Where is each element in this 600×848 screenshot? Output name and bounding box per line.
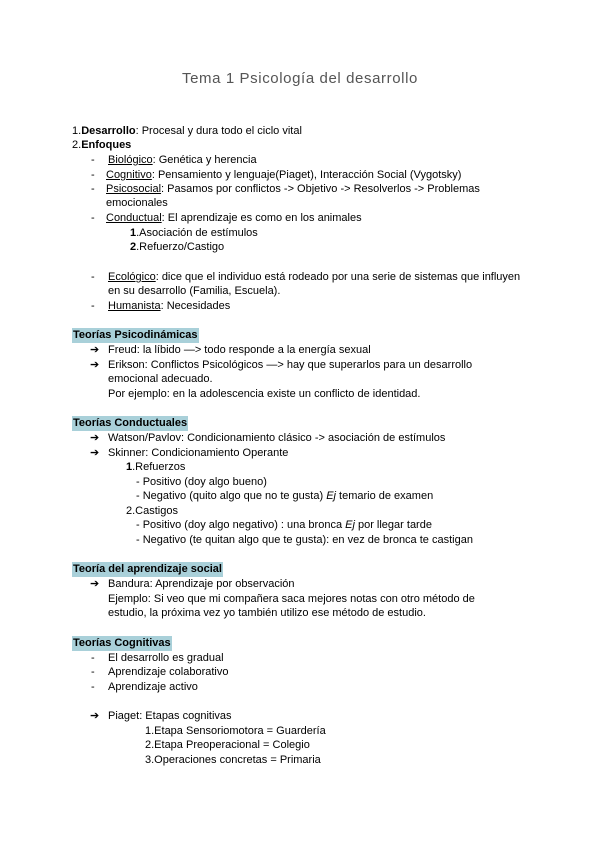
dash-bullet: - xyxy=(91,212,95,224)
page-title: Tema 1 Psicología del desarrollo xyxy=(182,70,418,87)
refuerzo-positivo: - Positivo (doy algo bueno) xyxy=(136,476,267,488)
castigo-positivo xyxy=(136,518,432,533)
etapa-2: 2.Etapa Preoperacional = Colegio xyxy=(145,739,310,751)
enfoque-psicosocial xyxy=(106,182,480,197)
refuerzos-label xyxy=(126,460,185,475)
sub-text: .Refuerzo/Castigo xyxy=(136,241,225,253)
number-1: 1. xyxy=(72,125,82,137)
enfoque-name: Conductual xyxy=(106,212,162,224)
desarrollo-text: : Procesal y dura todo el ciclo vital xyxy=(135,125,302,137)
enfoque-ecologico xyxy=(108,270,520,285)
cognitivas-item: El desarrollo es gradual xyxy=(108,652,224,664)
enfoque-text: : Pensamiento y lenguaje(Piaget), Interacción Social (Vygotsky) xyxy=(151,169,462,181)
heading-psicodinamicas: Teorías Psicodinámicas xyxy=(73,329,198,341)
refuerzo-negativo-tail: temario de examen xyxy=(339,490,434,502)
enfoque-biologico xyxy=(108,153,257,168)
conductual-sub-1 xyxy=(130,226,258,241)
dash-bullet: - xyxy=(91,300,95,312)
sub-text: .Asociación de estímulos xyxy=(136,227,258,239)
enfoque-text: : El aprendizaje es como en los animales xyxy=(161,212,362,224)
psicodinamicas-freud: Freud: la líbido —> todo responde a la energía sexual xyxy=(108,344,371,356)
enfoque-text: : Genética y herencia xyxy=(152,154,257,166)
enfoque-name: Psicosocial xyxy=(106,183,162,195)
castigo-positivo-text: - Positivo (doy algo negativo) : una bronca xyxy=(136,519,343,531)
arrow-bullet: ➔ xyxy=(90,710,100,722)
dash-bullet: - xyxy=(91,271,95,283)
enfoque-conductual xyxy=(106,211,362,226)
ejemplo-label: Ej xyxy=(345,519,355,531)
castigo-positivo-tail: por llegar tarde xyxy=(357,519,432,531)
sub-number: 1 xyxy=(130,227,137,239)
heading-conductuales: Teorías Conductuales xyxy=(73,417,188,429)
enfoque-name: Ecológico xyxy=(108,271,156,283)
psicodinamicas-cont-1: emocional adecuado. xyxy=(108,373,213,385)
conductuales-watson: Watson/Pavlov: Condicionamiento clásico -> asociación de estímulos xyxy=(108,432,446,444)
heading-cognitivas: Teorías Cognitivas xyxy=(73,637,171,649)
castigo-negativo: - Negativo (te quitan algo que te gusta): en vez de bronca te castigan xyxy=(136,534,473,546)
social-bandura: Bandura: Aprendizaje por observación xyxy=(108,578,295,590)
enfoque-name: Biológico xyxy=(108,154,153,166)
conductual-sub-2 xyxy=(130,240,224,255)
refuerzo-negativo-text: - Negativo (quito algo que no te gusta) xyxy=(136,490,324,502)
dash-bullet: - xyxy=(91,666,95,678)
desarrollo-label: Desarrollo xyxy=(81,125,136,137)
refuerzo-negativo xyxy=(136,489,433,504)
enfoques-label: Enfoques xyxy=(81,139,132,151)
arrow-bullet: ➔ xyxy=(90,432,100,444)
arrow-bullet: ➔ xyxy=(90,344,100,356)
castigos-label: 2.Castigos xyxy=(126,505,178,517)
arrow-bullet: ➔ xyxy=(90,578,100,590)
dash-bullet: - xyxy=(91,154,95,166)
sub-number: 2 xyxy=(130,241,137,253)
intro-line-1 xyxy=(72,124,302,139)
sub-number: 1 xyxy=(126,461,133,473)
number-2: 2. xyxy=(72,139,82,151)
enfoque-cognitivo xyxy=(106,168,461,183)
enfoque-ecologico-cont: en su desarrollo (Familia, Escuela). xyxy=(108,285,281,297)
ejemplo-label: Ej xyxy=(326,490,336,502)
social-cont-2: estudio, la próxima vez yo también utilizo ese método de estudio. xyxy=(108,607,426,619)
arrow-bullet: ➔ xyxy=(90,359,100,371)
enfoque-text: : Pasamos por conflictos -> Objetivo -> Resolverlos -> Problemas xyxy=(161,183,480,195)
etapa-1: 1.Etapa Sensoriomotora = Guardería xyxy=(145,725,326,737)
enfoque-psicosocial-cont: emocionales xyxy=(106,197,168,209)
psicodinamicas-cont-2: Por ejemplo: en la adolescencia existe un conflicto de identidad. xyxy=(108,388,421,400)
sub-text: .Refuerzos xyxy=(132,461,186,473)
arrow-bullet: ➔ xyxy=(90,447,100,459)
dash-bullet: - xyxy=(91,183,95,195)
enfoque-name: Cognitivo xyxy=(106,169,152,181)
dash-bullet: - xyxy=(91,652,95,664)
etapa-3: 3.Operaciones concretas = Primaria xyxy=(145,754,321,766)
heading-aprendizaje-social: Teoría del aprendizaje social xyxy=(73,563,222,575)
psicodinamicas-erikson: Erikson: Conflictos Psicológicos —> hay que superarlos para un desarrollo xyxy=(108,359,473,371)
dash-bullet: - xyxy=(91,681,95,693)
enfoque-humanista xyxy=(108,299,230,314)
conductuales-skinner: Skinner: Condicionamiento Operante xyxy=(108,447,289,459)
enfoque-text: : Necesidades xyxy=(160,300,231,312)
enfoque-name: Humanista xyxy=(108,300,161,312)
cognitivas-item: Aprendizaje colaborativo xyxy=(108,666,229,678)
social-cont-1: Ejemplo: Si veo que mi compañera saca mejores notas con otro método de xyxy=(108,593,475,605)
enfoque-text: : dice que el individuo está rodeado por una serie de sistemas que influyen xyxy=(155,271,521,283)
cognitivas-item: Aprendizaje activo xyxy=(108,681,198,693)
dash-bullet: - xyxy=(91,169,95,181)
cognitivas-piaget: Piaget: Etapas cognitivas xyxy=(108,710,232,722)
intro-line-2 xyxy=(72,138,131,153)
